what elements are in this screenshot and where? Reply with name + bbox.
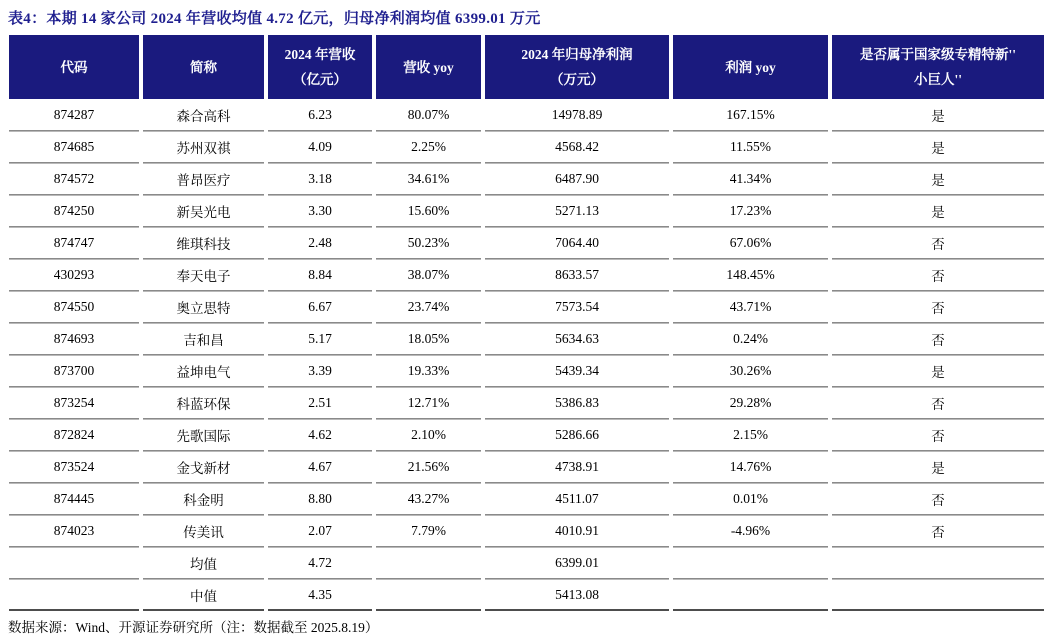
- column-header-line1: 营收 yoy: [403, 59, 454, 75]
- cell-name: 科金明: [143, 483, 264, 515]
- cell-revenue-yoy: 34.61%: [376, 163, 481, 195]
- cell-szjr: 是: [832, 163, 1044, 195]
- table-row: [9, 387, 1044, 419]
- cell-revenue: 8.80: [268, 483, 372, 515]
- column-header-revenue: [268, 35, 372, 99]
- cell-code: 874572: [9, 163, 139, 195]
- cell-profit-yoy: 30.26%: [673, 355, 828, 387]
- cell-code: 874685: [9, 131, 139, 163]
- cell-revenue: 4.35: [268, 579, 372, 611]
- header-row: [9, 35, 1044, 99]
- cell-revenue: 5.17: [268, 323, 372, 355]
- cell-name: 金戈新材: [143, 451, 264, 483]
- cell-revenue-yoy: [376, 579, 481, 611]
- cell-name: 中值: [143, 579, 264, 611]
- cell-revenue-yoy: 2.25%: [376, 131, 481, 163]
- cell-revenue-yoy: 7.79%: [376, 515, 481, 547]
- column-header-line2: （万元）: [550, 72, 604, 87]
- cell-profit-yoy: 29.28%: [673, 387, 828, 419]
- cell-szjr: 是: [832, 195, 1044, 227]
- cell-profit: 5634.63: [485, 323, 669, 355]
- cell-szjr: [832, 547, 1044, 579]
- cell-szjr: 否: [832, 515, 1044, 547]
- cell-szjr: 是: [832, 131, 1044, 163]
- cell-code: 874747: [9, 227, 139, 259]
- cell-szjr: 否: [832, 387, 1044, 419]
- cell-profit: 6399.01: [485, 547, 669, 579]
- cell-profit: 4511.07: [485, 483, 669, 515]
- cell-profit-yoy: 17.23%: [673, 195, 828, 227]
- cell-profit: 4738.91: [485, 451, 669, 483]
- cell-revenue-yoy: 2.10%: [376, 419, 481, 451]
- page-title: 表4：本期 14 家公司 2024 年营收均值 4.72 亿元，归母净利润均值 6399.01 万元: [8, 11, 541, 27]
- cell-name: 维琪科技: [143, 227, 264, 259]
- cell-code: 874693: [9, 323, 139, 355]
- cell-revenue: 4.09: [268, 131, 372, 163]
- cell-revenue: 3.30: [268, 195, 372, 227]
- cell-profit-yoy: 67.06%: [673, 227, 828, 259]
- cell-revenue: 4.62: [268, 419, 372, 451]
- column-header-line1: 简称: [190, 59, 217, 75]
- cell-name: 均值: [143, 547, 264, 579]
- cell-name: 奉天电子: [143, 259, 264, 291]
- cell-profit-yoy: [673, 547, 828, 579]
- cell-profit: 5413.08: [485, 579, 669, 611]
- cell-revenue: 2.48: [268, 227, 372, 259]
- cell-revenue-yoy: 15.60%: [376, 195, 481, 227]
- cell-name: 苏州双祺: [143, 131, 264, 163]
- cell-code: [9, 579, 139, 611]
- cell-profit-yoy: 167.15%: [673, 99, 828, 131]
- column-header-name: [143, 35, 264, 99]
- table-body: [9, 99, 1044, 611]
- cell-profit-yoy: 0.24%: [673, 323, 828, 355]
- cell-name: 新吴光电: [143, 195, 264, 227]
- column-header-profit: [485, 35, 669, 99]
- cell-profit-yoy: -4.96%: [673, 515, 828, 547]
- cell-profit: 6487.90: [485, 163, 669, 195]
- cell-code: 874250: [9, 195, 139, 227]
- cell-profit: 5386.83: [485, 387, 669, 419]
- cell-revenue: 2.07: [268, 515, 372, 547]
- column-header-line2: 小巨人'': [913, 72, 962, 87]
- cell-code: 873254: [9, 387, 139, 419]
- table-row: [9, 195, 1044, 227]
- cell-szjr: 否: [832, 291, 1044, 323]
- cell-revenue: 2.51: [268, 387, 372, 419]
- table-row: [9, 451, 1044, 483]
- cell-code: [9, 547, 139, 579]
- cell-code: 872824: [9, 419, 139, 451]
- cell-name: 森合高科: [143, 99, 264, 131]
- cell-revenue-yoy: 12.71%: [376, 387, 481, 419]
- table-row: [9, 547, 1044, 579]
- cell-code: 874023: [9, 515, 139, 547]
- cell-profit-yoy: 11.55%: [673, 131, 828, 163]
- cell-revenue-yoy: 23.74%: [376, 291, 481, 323]
- cell-revenue-yoy: 18.05%: [376, 323, 481, 355]
- cell-szjr: [832, 579, 1044, 611]
- table-row: [9, 291, 1044, 323]
- table-row: [9, 99, 1044, 131]
- column-header-line2: （亿元）: [293, 72, 347, 87]
- cell-profit: 14978.89: [485, 99, 669, 131]
- cell-profit-yoy: 0.01%: [673, 483, 828, 515]
- table-row: [9, 419, 1044, 451]
- cell-code: 874550: [9, 291, 139, 323]
- cell-name: 先歌国际: [143, 419, 264, 451]
- column-header-szjr: [832, 35, 1044, 99]
- cell-profit: 7064.40: [485, 227, 669, 259]
- table-row: [9, 355, 1044, 387]
- cell-revenue-yoy: 38.07%: [376, 259, 481, 291]
- table-row: [9, 579, 1044, 611]
- cell-profit: 5271.13: [485, 195, 669, 227]
- cell-revenue: 3.18: [268, 163, 372, 195]
- cell-szjr: 否: [832, 419, 1044, 451]
- data-table: [5, 35, 1048, 611]
- cell-revenue: 3.39: [268, 355, 372, 387]
- column-header-line1: 利润 yoy: [725, 59, 776, 75]
- cell-profit-yoy: 41.34%: [673, 163, 828, 195]
- column-header-code: [9, 35, 139, 99]
- cell-szjr: 是: [832, 99, 1044, 131]
- cell-code: 873524: [9, 451, 139, 483]
- cell-revenue-yoy: 19.33%: [376, 355, 481, 387]
- cell-name: 益坤电气: [143, 355, 264, 387]
- cell-szjr: 是: [832, 451, 1044, 483]
- cell-profit: 4010.91: [485, 515, 669, 547]
- cell-profit-yoy: 14.76%: [673, 451, 828, 483]
- cell-revenue-yoy: [376, 547, 481, 579]
- cell-profit: 5439.34: [485, 355, 669, 387]
- table-row: [9, 483, 1044, 515]
- cell-revenue: 4.72: [268, 547, 372, 579]
- cell-profit: 8633.57: [485, 259, 669, 291]
- table-row: [9, 131, 1044, 163]
- cell-szjr: 否: [832, 323, 1044, 355]
- cell-code: 874287: [9, 99, 139, 131]
- cell-szjr: 否: [832, 259, 1044, 291]
- cell-name: 吉和昌: [143, 323, 264, 355]
- cell-revenue: 8.84: [268, 259, 372, 291]
- cell-revenue-yoy: 80.07%: [376, 99, 481, 131]
- cell-code: 874445: [9, 483, 139, 515]
- cell-profit: 5286.66: [485, 419, 669, 451]
- table-header: [9, 35, 1044, 99]
- cell-szjr: 否: [832, 483, 1044, 515]
- table-row: [9, 323, 1044, 355]
- column-header-line1: 2024 年营收: [284, 47, 356, 62]
- column-header-line1: 代码: [60, 59, 88, 75]
- cell-profit: 7573.54: [485, 291, 669, 323]
- cell-szjr: 否: [832, 227, 1044, 259]
- cell-name: 传美讯: [143, 515, 264, 547]
- cell-code: 430293: [9, 259, 139, 291]
- cell-name: 奥立思特: [143, 291, 264, 323]
- cell-profit-yoy: 43.71%: [673, 291, 828, 323]
- column-header-revenue-yoy: [376, 35, 481, 99]
- column-header-line1: 是否属于国家级专精特新'': [859, 47, 1016, 62]
- cell-profit-yoy: 2.15%: [673, 419, 828, 451]
- cell-szjr: 是: [832, 355, 1044, 387]
- cell-revenue: 6.23: [268, 99, 372, 131]
- cell-revenue-yoy: 43.27%: [376, 483, 481, 515]
- column-header-line1: 2024 年归母净利润: [521, 47, 633, 62]
- cell-revenue-yoy: 50.23%: [376, 227, 481, 259]
- cell-name: 科蓝环保: [143, 387, 264, 419]
- cell-revenue: 6.67: [268, 291, 372, 323]
- table-row: [9, 163, 1044, 195]
- cell-profit-yoy: 148.45%: [673, 259, 828, 291]
- cell-name: 普昂医疗: [143, 163, 264, 195]
- table-row: [9, 515, 1044, 547]
- cell-profit-yoy: [673, 579, 828, 611]
- cell-revenue: 4.67: [268, 451, 372, 483]
- source-note: 数据来源：Wind、开源证券研究所（注：数据截至 2025.8.19）: [8, 620, 379, 635]
- column-header-profit-yoy: [673, 35, 828, 99]
- table-row: [9, 259, 1044, 291]
- cell-profit: 4568.42: [485, 131, 669, 163]
- table-row: [9, 227, 1044, 259]
- cell-code: 873700: [9, 355, 139, 387]
- cell-revenue-yoy: 21.56%: [376, 451, 481, 483]
